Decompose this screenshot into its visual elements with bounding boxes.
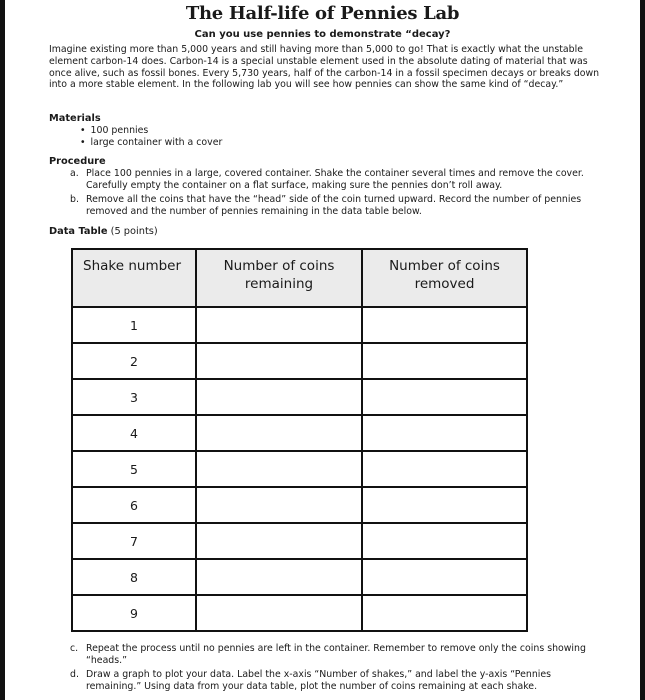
coins-remaining-cell[interactable] xyxy=(196,307,362,343)
table-row xyxy=(72,307,527,343)
data-table-heading xyxy=(49,226,158,237)
coins-remaining-cell[interactable] xyxy=(196,487,362,523)
coins-removed-cell[interactable] xyxy=(362,379,527,415)
table-row xyxy=(72,451,527,487)
table-row xyxy=(72,487,527,523)
page-subtitle: Can you use pennies to demonstrate “decay? xyxy=(194,29,451,40)
data-table-points: (5 points) xyxy=(110,226,158,237)
coins-removed-cell[interactable] xyxy=(362,487,527,523)
column-header-coins-remaining: Number of coins remaining xyxy=(196,249,362,307)
coins-removed-cell[interactable] xyxy=(362,451,527,487)
table-row xyxy=(72,559,527,595)
shake-number-cell: 2 xyxy=(72,343,196,379)
data-table-title: Data Table xyxy=(49,226,108,237)
shake-number-cell: 9 xyxy=(72,595,196,631)
procedure-step-c xyxy=(70,643,605,667)
coins-remaining-cell[interactable] xyxy=(196,451,362,487)
coins-remaining-cell[interactable] xyxy=(196,343,362,379)
intro-paragraph: Imagine existing more than 5,000 years and still having more than 5,000 to go! That is exactly what the unstable element carbon-14 does. Carbon-14 is a special unstable element used in the absolute dating of material that was once alive, such as fossil bones. Every 5,730 years, half of the carbon-14 in a fossil specimen decays or breaks down into a more stable element. In the following lab you will see how pennies can show the same kind of “decay.” xyxy=(49,44,600,91)
step-text: Repeat the process until no pennies are left in the container. Remember to remove only the coins showing “heads.” xyxy=(86,643,586,666)
shake-number-cell: 1 xyxy=(72,307,196,343)
coins-removed-cell[interactable] xyxy=(362,415,527,451)
coins-removed-cell[interactable] xyxy=(362,595,527,631)
coins-removed-cell[interactable] xyxy=(362,307,527,343)
table-row xyxy=(72,595,527,631)
left-border xyxy=(0,0,5,700)
materials-heading: Materials xyxy=(49,113,101,124)
shake-number-cell: 3 xyxy=(72,379,196,415)
step-text: Draw a graph to plot your data. Label the x-axis “Number of shakes,” and label the y-axis “Pennies remaining.” Using data from your data table, plot the number of coins remaining at each shake. xyxy=(86,669,552,692)
materials-item: • 100 pennies xyxy=(88,125,222,137)
coins-removed-cell[interactable] xyxy=(362,523,527,559)
coins-remaining-cell[interactable] xyxy=(196,559,362,595)
step-label: a. xyxy=(70,168,79,179)
procedure-heading: Procedure xyxy=(49,156,106,167)
shake-number-cell: 5 xyxy=(72,451,196,487)
column-header-coins-removed: Number of coins removed xyxy=(362,249,527,307)
table-row xyxy=(72,379,527,415)
shake-number-cell: 4 xyxy=(72,415,196,451)
shake-number-cell: 7 xyxy=(72,523,196,559)
table-row xyxy=(72,343,527,379)
procedure-step-b xyxy=(70,194,605,218)
step-text: Place 100 pennies in a large, covered container. Shake the container several times and remove the cover. Carefully empty the container on a flat surface, making sure the pennies don’t roll away. xyxy=(86,168,584,191)
coins-removed-cell[interactable] xyxy=(362,343,527,379)
coins-remaining-cell[interactable] xyxy=(196,523,362,559)
page-title: The Half-life of Pennies Lab xyxy=(185,3,460,24)
coins-remaining-cell[interactable] xyxy=(196,595,362,631)
coins-remaining-cell[interactable] xyxy=(196,415,362,451)
step-text: Remove all the coins that have the “head” side of the coin turned upward. Record the number of pennies removed and the number of pennies remaining in the data table below. xyxy=(86,194,582,217)
shake-number-cell: 6 xyxy=(72,487,196,523)
procedure-step-a xyxy=(70,168,605,192)
table-header-row xyxy=(72,249,527,307)
data-table xyxy=(71,248,528,632)
materials-item: • large container with a cover xyxy=(88,137,222,149)
right-border xyxy=(640,0,645,700)
materials-list xyxy=(88,125,222,148)
coins-remaining-cell[interactable] xyxy=(196,379,362,415)
shake-number-cell: 8 xyxy=(72,559,196,595)
step-label: b. xyxy=(70,194,79,205)
table-row xyxy=(72,415,527,451)
column-header-shake-number: Shake number xyxy=(72,249,196,307)
step-label: d. xyxy=(70,669,79,680)
table-row xyxy=(72,523,527,559)
coins-removed-cell[interactable] xyxy=(362,559,527,595)
step-label: c. xyxy=(70,643,79,654)
procedure-step-d xyxy=(70,669,605,693)
